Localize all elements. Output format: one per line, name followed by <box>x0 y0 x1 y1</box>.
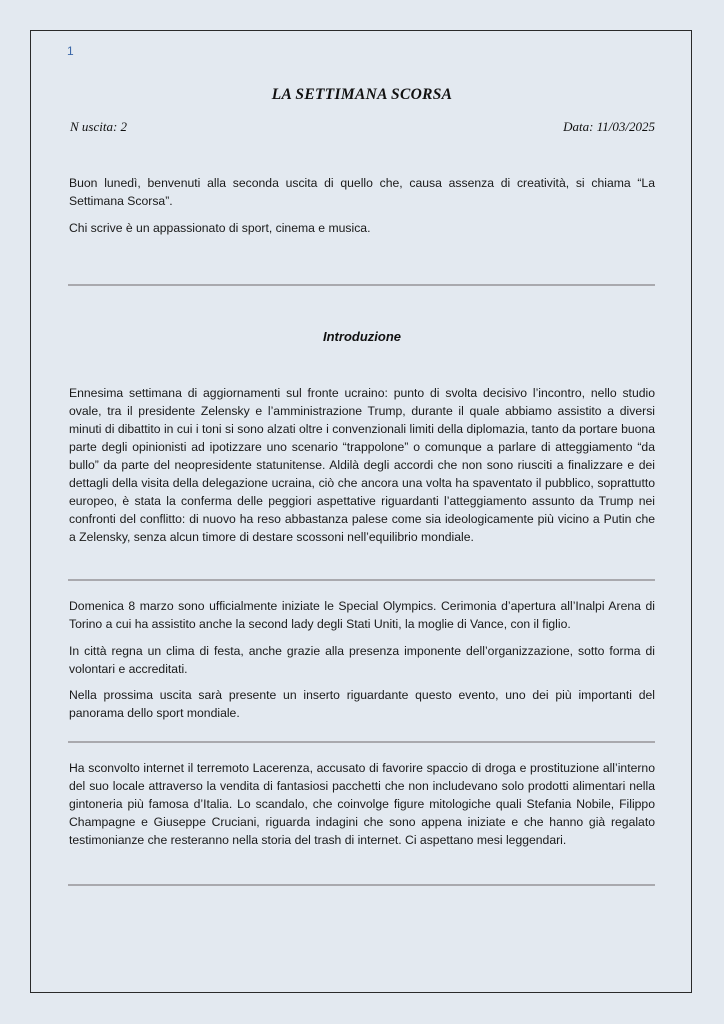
page-number: 1 <box>67 44 74 58</box>
intro-paragraph-welcome: Buon lunedì, benvenuti alla seconda uscita di quello che, causa assenza di creatività, si chiama “La Settimana Scorsa”. <box>69 176 655 208</box>
divider <box>68 284 655 286</box>
article-special-olympics-p2: In città regna un clima di festa, anche grazie alla presenza imponente dell’organizzazione, sotto forma di volontari e accreditati. <box>69 644 655 676</box>
article-lacerenza: Ha sconvolto internet il terremoto Lacerenza, accusato di favorire spaccio di droga e prostituzione all’interno del suo locale attraverso la vendita di fantasiosi pacchetti che non includevano solo prodotti alimentari nella gintoneria più famosa d’Italia. Lo scandalo, che coinvolge figure mitologiche quali Stefania Nobile, Filippo Champagne e Giuseppe Cruciani, riguarda indagini che sono appena iniziate e che hanno già regalato testimonianze che resteranno nella storia del trash di internet. Ci aspettano mesi leggendari. <box>69 761 655 847</box>
intro-paragraph-author: Chi scrive è un appassionato di sport, cinema e musica. <box>69 221 371 235</box>
divider <box>68 884 655 886</box>
article-special-olympics-p1: Domenica 8 marzo sono ufficialmente iniziate le Special Olympics. Cerimonia d’apertura all’Inalpi Arena di Torino a cui ha assistito anche la second lady degli Stati Uniti, la moglie di Vance, con il figlio. <box>69 599 655 631</box>
issue-number: N uscita: 2 <box>70 119 128 134</box>
divider <box>68 579 655 581</box>
newsletter-title: LA SETTIMANA SCORSA <box>271 86 453 103</box>
article-special-olympics-p3: Nella prossima uscita sarà presente un inserto riguardante questo evento, uno dei più importanti del panorama dello sport mondiale. <box>69 688 655 720</box>
article-ukraine: Ennesima settimana di aggiornamenti sul fronte ucraino: punto di svolta decisivo l’incontro, nello studio ovale, tra il presidente Zelensky e l’amministrazione Trump, durante il quale abbiamo assistito a diversi minuti di dibattito in cui i toni si sono alzati oltre i convenzionali limiti della diplomazia, tanto da portare buona parte degli opinionisti ad ipotizzare uno scenario “trappolone” o comunque a parlare di atteggiamento “da bullo” da parte del neopresidente statunitense. Aldilà degli accordi che non sono riusciti a finalizzare e dei dettagli della visita della delegazione ucraina, ciò che ancora una volta ha spaventato il pubblico, soprattutto europeo, è stata la conferma delle peggiori aspettative riguardanti l’atteggiamento assunto da Trump nei confronti del conflitto: di nuovo ha reso abbastanza palese come sia ideologicamente più vicino a Putin che a Zelensky, senza alcun timore di destare scossoni nell’equilibrio mondiale. <box>69 386 655 544</box>
divider <box>68 741 655 743</box>
section-heading: Introduzione <box>323 329 401 344</box>
issue-date: Data: 11/03/2025 <box>563 119 655 134</box>
